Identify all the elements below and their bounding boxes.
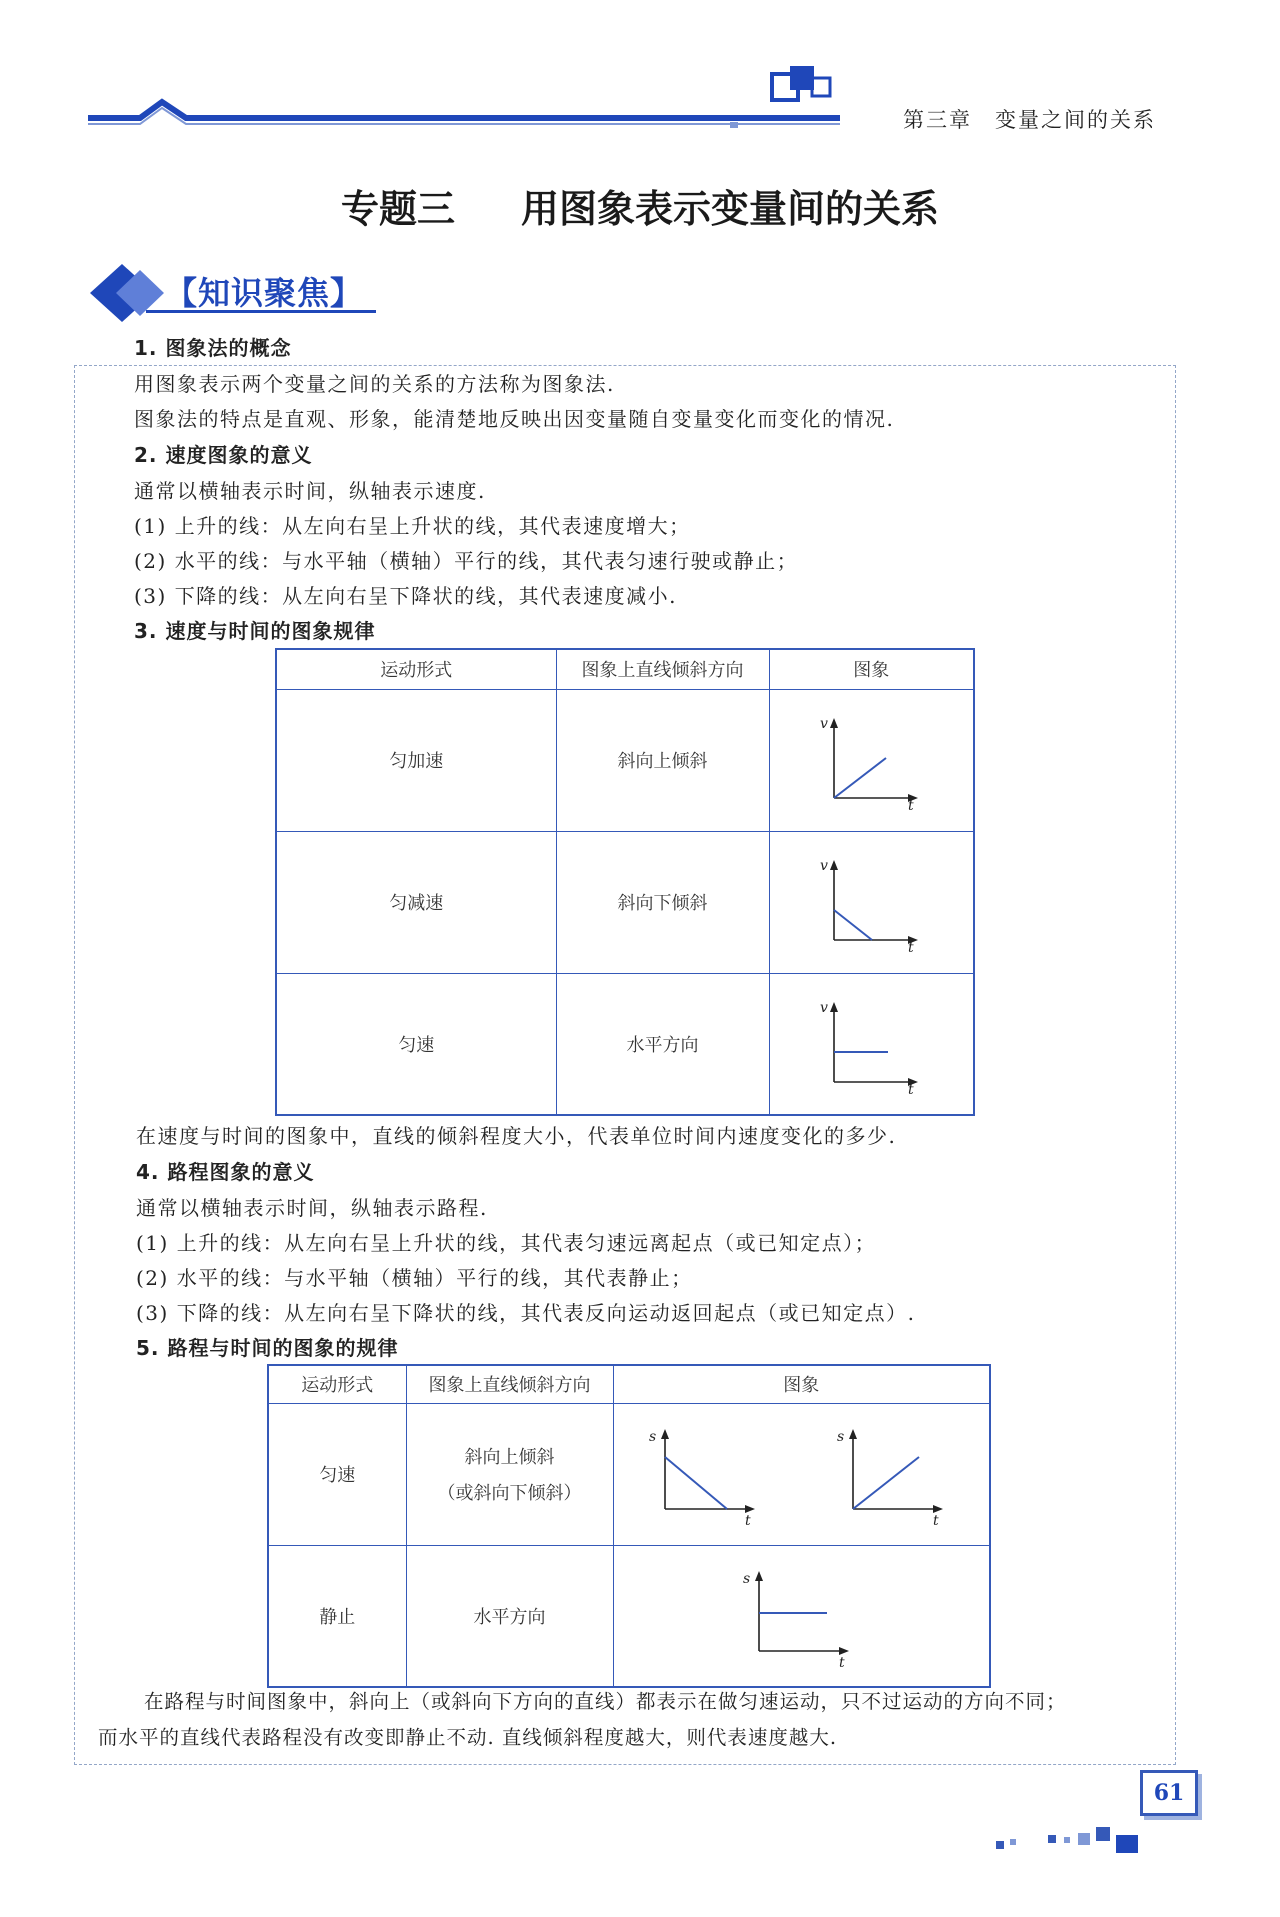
section-2-line-3: (2) 水平的线：与水平轴（横轴）平行的线，其代表匀速行驶或静止； bbox=[134, 549, 799, 573]
section-2-line-4: (3) 下降的线：从左向右呈下降状的线，其代表速度减小. bbox=[134, 584, 678, 608]
section-banner-title: 【知识聚焦】 bbox=[165, 274, 364, 312]
section-5-heading: 5. 路程与时间的图象的规律 bbox=[136, 1336, 399, 1360]
table-header-cell: 图象上直线倾斜方向 bbox=[406, 1365, 613, 1403]
section-4-line-4: (3) 下降的线：从左向右呈下降状的线，其代表反向运动返回起点（或已知定点）. bbox=[136, 1301, 916, 1325]
table-row bbox=[268, 1403, 990, 1545]
table-header-cell: 图象 bbox=[769, 649, 974, 689]
motion-form-cell: 匀速 bbox=[276, 973, 556, 1115]
direction-line-2: （或斜向下倾斜） bbox=[437, 1483, 582, 1504]
axis-label-t: t bbox=[933, 1513, 939, 1529]
direction-cell bbox=[406, 1403, 613, 1545]
section-3-heading: 3. 速度与时间的图象规律 bbox=[134, 619, 376, 643]
axis-label-t: t bbox=[745, 1513, 752, 1529]
section-2-line-1: 通常以横轴表示时间，纵轴表示速度. bbox=[134, 479, 486, 503]
table-header-row bbox=[276, 649, 974, 689]
table-row bbox=[276, 973, 974, 1115]
section-1-line-1: 用图象表示两个变量之间的关系的方法称为图象法. bbox=[134, 372, 615, 396]
motion-form-cell: 静止 bbox=[268, 1545, 406, 1687]
velocity-time-table bbox=[275, 648, 975, 1116]
falling-line-graph bbox=[816, 852, 926, 952]
section-4-line-1: 通常以横轴表示时间，纵轴表示路程. bbox=[136, 1196, 488, 1220]
rising-distance-graph bbox=[835, 1419, 955, 1529]
table-row bbox=[276, 831, 974, 973]
graph-cell bbox=[769, 973, 974, 1115]
summary-line-1: 在路程与时间图象中，斜向上（或斜向下方向的直线）都表示在做匀速运动，只不过运动的方向不同； bbox=[144, 1690, 1067, 1713]
rising-line-graph bbox=[816, 710, 926, 810]
direction-cell: 水平方向 bbox=[556, 973, 769, 1115]
axis-label-t: t bbox=[839, 1654, 845, 1671]
distance-time-table bbox=[267, 1364, 991, 1688]
direction-cell: 斜向下倾斜 bbox=[556, 831, 769, 973]
axis-label-s: s bbox=[649, 1429, 657, 1445]
falling-distance-graph bbox=[647, 1419, 767, 1529]
graph-cell bbox=[769, 689, 974, 831]
section-4-heading: 4. 路程图象的意义 bbox=[136, 1160, 315, 1184]
table-row bbox=[276, 689, 974, 831]
graph-cell bbox=[769, 831, 974, 973]
velocity-note: 在速度与时间的图象中，直线的倾斜程度大小，代表单位时间内速度变化的多少. bbox=[136, 1124, 897, 1148]
table-header-cell: 运动形式 bbox=[276, 649, 556, 689]
motion-form-cell: 匀加速 bbox=[276, 689, 556, 831]
page-number: 61 bbox=[1140, 1770, 1198, 1816]
graph-cell bbox=[613, 1545, 990, 1687]
section-2-heading: 2. 速度图象的意义 bbox=[134, 443, 313, 467]
direction-cell: 斜向上倾斜 bbox=[556, 689, 769, 831]
footer-dots-decoration bbox=[990, 1815, 1150, 1855]
section-1-heading: 1. 图象法的概念 bbox=[134, 336, 292, 360]
page-title bbox=[0, 178, 1280, 233]
section-1-line-2: 图象法的特点是直观、形象，能清楚地反映出因变量随自变量变化而变化的情况. bbox=[134, 407, 895, 431]
direction-line-1: 斜向上倾斜 bbox=[464, 1447, 555, 1468]
summary-line-2: 而水平的直线代表路程没有改变即静止不动. 直线倾斜程度越大，则代表速度越大. bbox=[98, 1726, 838, 1749]
table-header-cell: 图象上直线倾斜方向 bbox=[556, 649, 769, 689]
table-header-cell: 图象 bbox=[613, 1365, 990, 1403]
section-2-line-2: (1) 上升的线：从左向右呈上升状的线，其代表速度增大； bbox=[134, 514, 691, 538]
axis-label-s: s bbox=[743, 1570, 751, 1587]
graph-cell bbox=[613, 1403, 990, 1545]
table-row bbox=[268, 1545, 990, 1687]
axis-label-s: s bbox=[837, 1429, 845, 1445]
motion-form-cell: 匀速 bbox=[268, 1403, 406, 1545]
section-4-line-3: (2) 水平的线：与水平轴（横轴）平行的线，其代表静止； bbox=[136, 1266, 693, 1290]
axis-label-t: t bbox=[908, 940, 914, 952]
flat-line-graph bbox=[816, 994, 926, 1094]
title-prefix: 专题三 bbox=[340, 187, 455, 231]
motion-form-cell: 匀减速 bbox=[276, 831, 556, 973]
title-main: 用图象表示变量间的关系 bbox=[521, 187, 940, 231]
axis-label-v: v bbox=[820, 858, 829, 874]
chapter-label: 第三章 变量之间的关系 bbox=[903, 108, 1156, 132]
flat-distance-graph bbox=[741, 1561, 861, 1671]
table-header-row bbox=[268, 1365, 990, 1403]
axis-label-v: v bbox=[820, 716, 829, 732]
axis-label-t: t bbox=[908, 1081, 914, 1094]
axis-label-v: v bbox=[820, 999, 829, 1016]
axis-label-t: t bbox=[908, 798, 914, 810]
table-header-cell: 运动形式 bbox=[268, 1365, 406, 1403]
section-4-line-2: (1) 上升的线：从左向右呈上升状的线，其代表匀速远离起点（或已知定点）； bbox=[136, 1231, 877, 1255]
direction-cell: 水平方向 bbox=[406, 1545, 613, 1687]
